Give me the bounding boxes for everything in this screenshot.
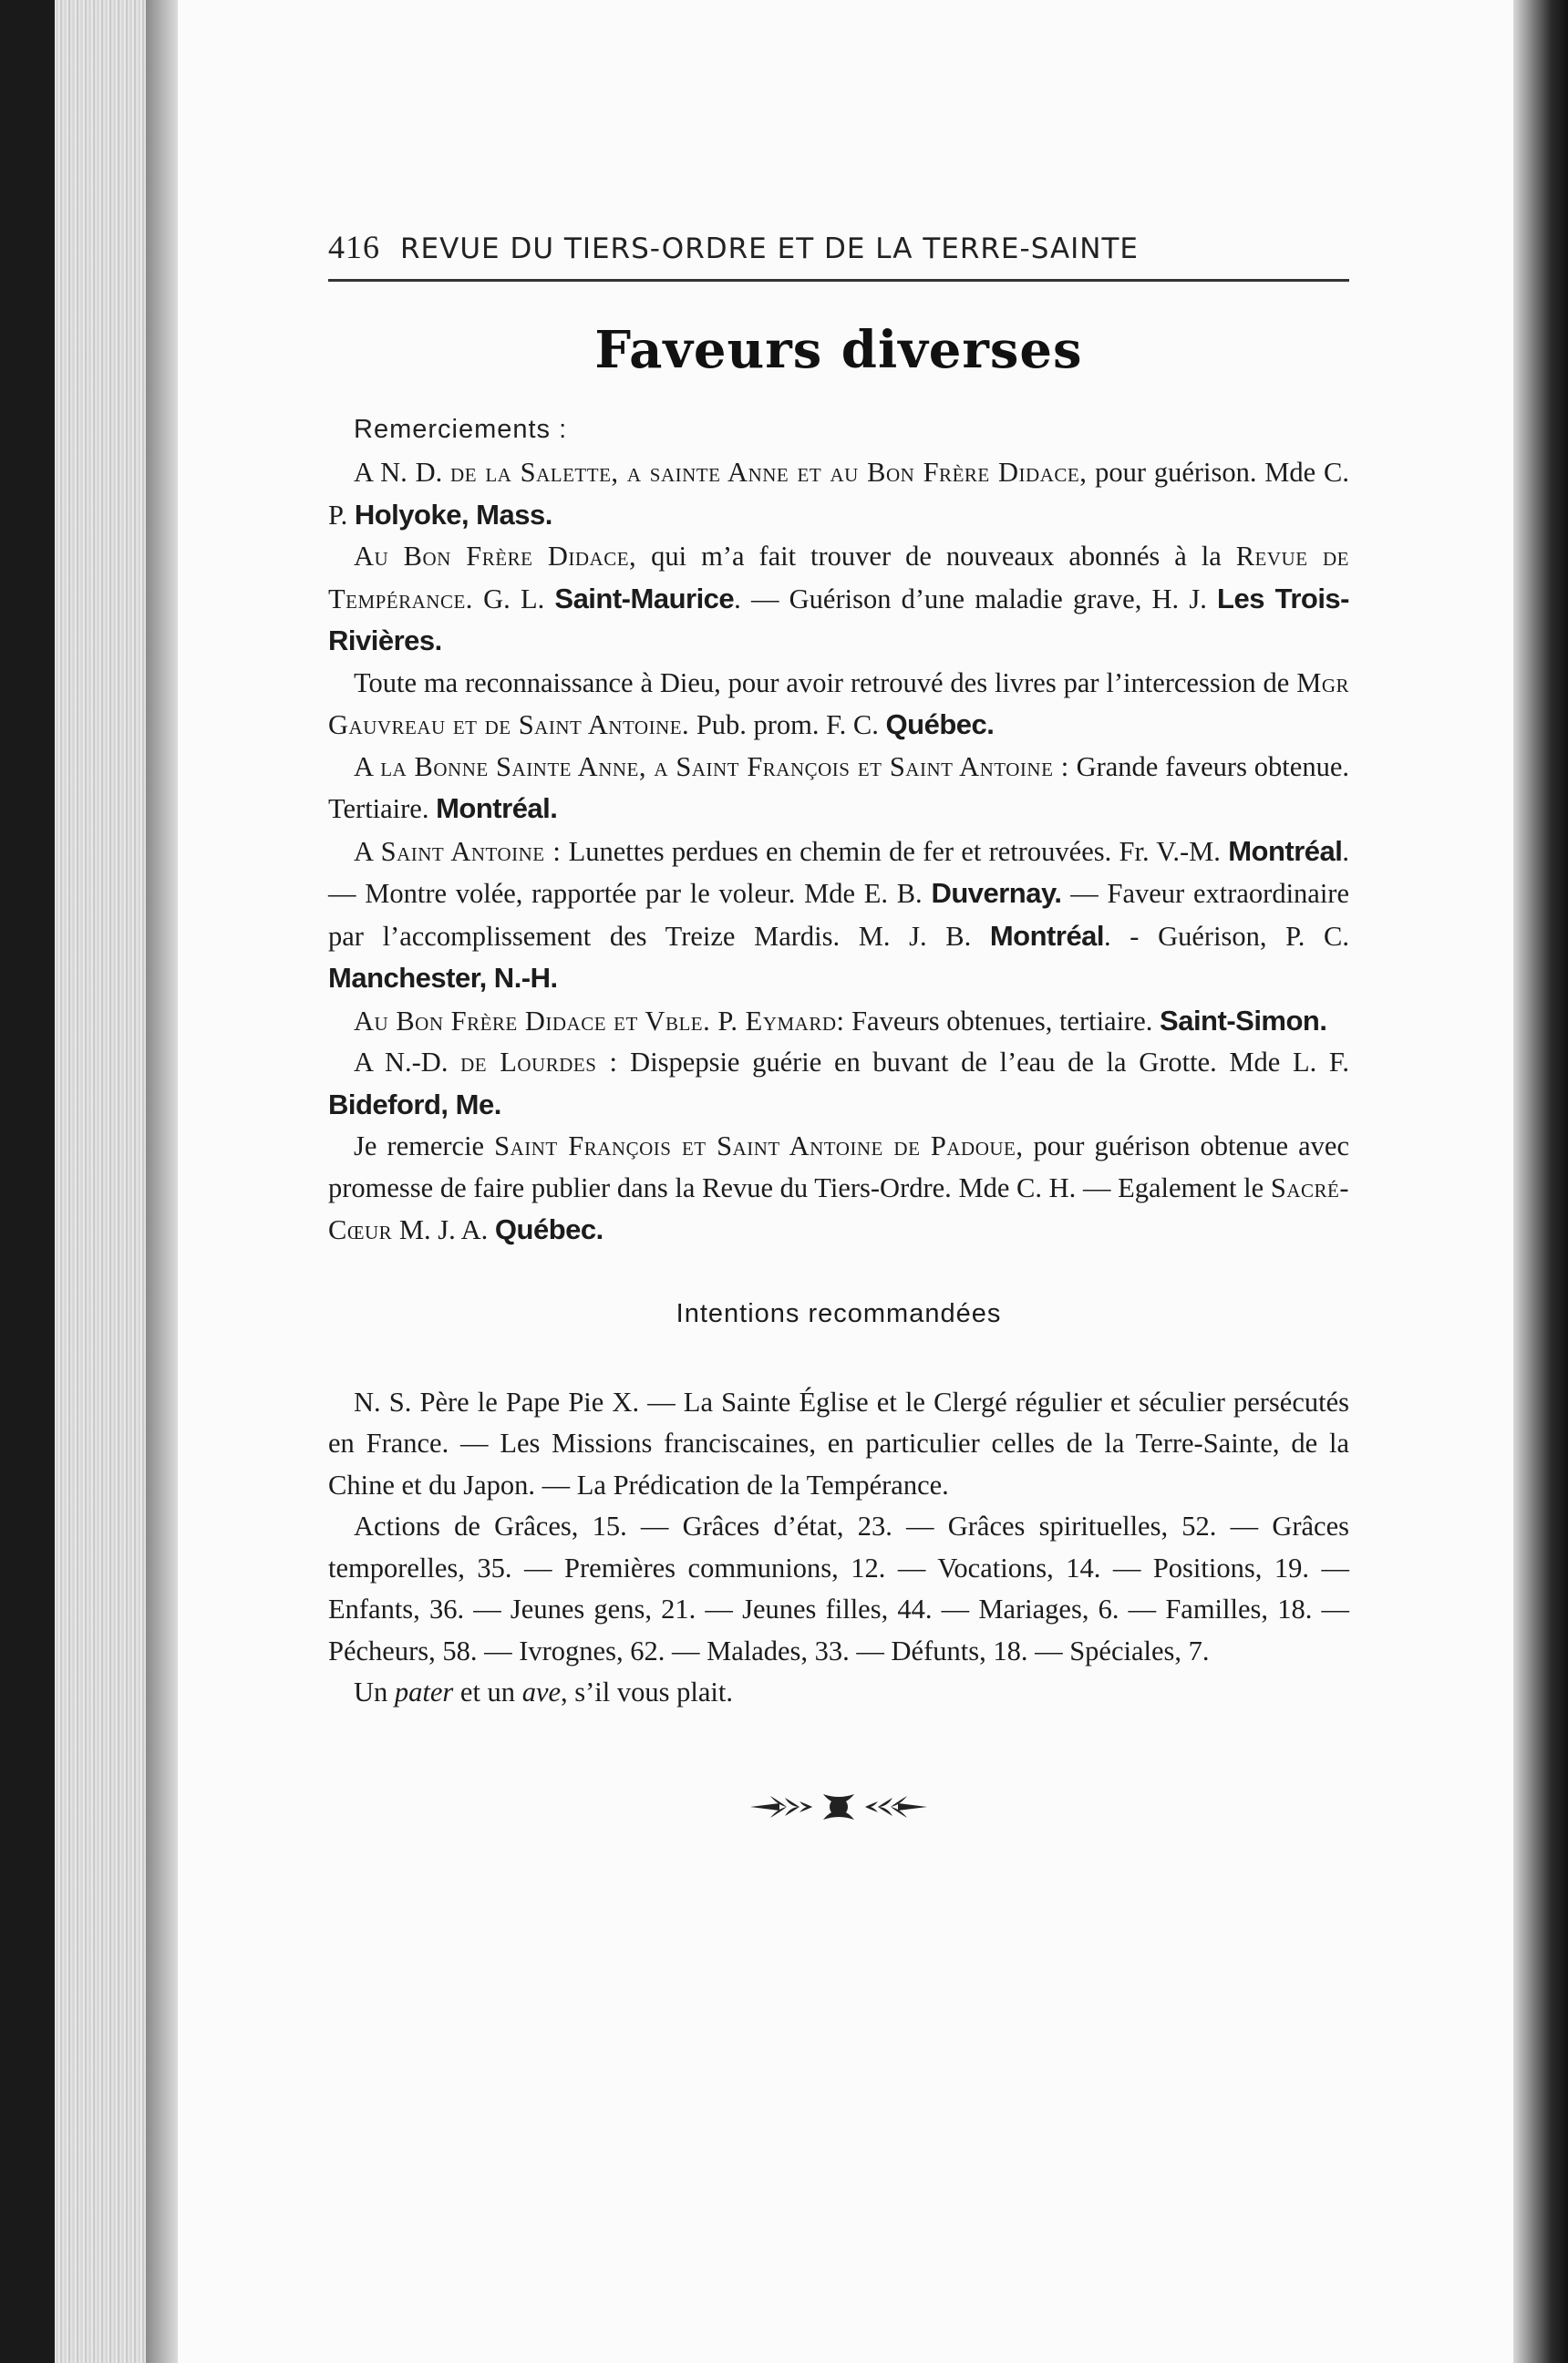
italic-text: pater bbox=[394, 1677, 454, 1708]
text-run: et un bbox=[453, 1677, 522, 1708]
place-name: Québec. bbox=[885, 708, 995, 740]
place-name: Saint-Simon. bbox=[1160, 1004, 1327, 1037]
small-caps-text: Au Bon Frère Didace, bbox=[354, 541, 637, 572]
paragraph bbox=[328, 663, 1349, 747]
small-caps-text: Mgr Gauvreau et de Saint Antoine. bbox=[328, 666, 1349, 740]
place-name: Montréal bbox=[989, 919, 1105, 952]
running-title: REVUE DU TIERS-ORDRE ET DE LA TERRE-SAINTE bbox=[400, 232, 1140, 265]
place-name: Saint-Maurice bbox=[554, 582, 735, 614]
paragraph bbox=[328, 1042, 1349, 1126]
small-caps-text: de Lourdes : bbox=[460, 1047, 618, 1078]
text-run: Actions de Grâces, 15. — Grâces d’état, 23. — Grâces spirituelles, 52. — Grâces temporelles, 35. — Premières communions, 12. — Vocations, 14. — Positions, 19. — Enfants, 36. — Jeunes gens, 21. — Jeunes filles, 44. — Mariages, 6. — Familles, 18. — Pécheurs, 58. — Ivrognes, 62. — Malades, 33. — Défunts, 18. — Spéciales, 7. bbox=[328, 1511, 1349, 1666]
text-run: Faveurs obtenues, tertiaire. bbox=[844, 1005, 1161, 1037]
faveurs-list bbox=[328, 452, 1349, 1252]
small-caps-text: A Saint Antoine : bbox=[354, 835, 562, 867]
paragraph bbox=[328, 1126, 1349, 1252]
text-run: . - Guérison, P. C. bbox=[1104, 920, 1349, 952]
paragraph bbox=[328, 1506, 1349, 1672]
text-run: N. S. Père le Pape Pie X. — La Sainte Église et le Clergé régulier et séculier persécutés en France. — Les Missions franciscaines, en particulier celles de la Terre-Sainte, de la Chine et du Japon. — La Prédication de la Tempérance. bbox=[328, 1386, 1349, 1501]
place-name: Duvernay. bbox=[931, 877, 1062, 909]
running-head bbox=[328, 228, 1349, 282]
place-name: Les Trois-Rivières. bbox=[328, 582, 1350, 656]
text-run: . — Montre volée, rapportée par le voleur. Mde E. B. bbox=[328, 835, 1350, 909]
text-run: Pub. prom. F. C. bbox=[689, 709, 886, 740]
small-caps-text: Sacré-Cœur bbox=[328, 1171, 1349, 1245]
small-caps-text: de la Salette, a sainte Anne et au Bon Frère Didace, bbox=[450, 457, 1088, 488]
small-caps-text: Au Bon Frère Didace et Vble. P. Eymard: bbox=[354, 1005, 845, 1037]
text-run: . — Guérison d’une maladie grave, H. J. bbox=[734, 583, 1218, 614]
text-run: G. L. bbox=[472, 583, 555, 614]
paragraph bbox=[328, 1000, 1349, 1043]
text-run: pour guérison obtenue avec promesse de faire publier dans la Revue du Tiers-Ordre. Mde C. H. — Egalement le bbox=[328, 1130, 1349, 1203]
place-name: Manchester, N.-H. bbox=[328, 962, 558, 994]
paragraph bbox=[328, 1672, 1349, 1714]
paragraph bbox=[328, 536, 1349, 663]
intentions-heading: Intentions recommandées bbox=[676, 1298, 1002, 1328]
text-run: , s’il vous plait. bbox=[561, 1677, 733, 1708]
page-content bbox=[328, 228, 1349, 1832]
text-run: Grande faveurs obtenue. Tertiaire. bbox=[328, 750, 1349, 824]
intentions-list bbox=[328, 1382, 1349, 1714]
small-caps-text: A la Bonne Sainte Anne, a Saint François et Saint Antoine : bbox=[354, 750, 1069, 782]
text-run: — Faveur extraordinaire par l’accomplissement des Treize Mardis. M. J. B. bbox=[328, 878, 1349, 952]
ornament bbox=[328, 1787, 1349, 1832]
paragraph bbox=[328, 452, 1349, 536]
text-run: Je remercie bbox=[354, 1130, 495, 1161]
text-run: Toute ma reconnaissance à Dieu, pour avoir retrouvé des livres par l’intercession de bbox=[354, 666, 1297, 698]
text-run: qui m’a fait trouver de nouveaux abonnés à la bbox=[636, 541, 1236, 572]
text-run: A N. D. bbox=[354, 457, 451, 488]
place-name: Bideford, Me. bbox=[328, 1088, 501, 1120]
text-run: Un bbox=[354, 1677, 395, 1708]
text-run: M. J. A. bbox=[392, 1214, 495, 1245]
small-caps-text: Saint François et Saint Antoine de Padoue, bbox=[494, 1130, 1024, 1161]
text-run: Lunettes perdues en chemin de fer et retrouvées. Fr. V.-M. bbox=[561, 835, 1229, 867]
paragraph bbox=[328, 831, 1349, 1000]
paragraph bbox=[328, 747, 1349, 831]
book-gutter bbox=[55, 0, 155, 2363]
text-run: A N.-D. bbox=[354, 1047, 461, 1078]
italic-text: ave bbox=[521, 1677, 562, 1708]
section-title: Faveurs diverses bbox=[594, 320, 1083, 380]
place-name: Montréal. bbox=[436, 792, 558, 824]
page-number: 416 bbox=[328, 229, 380, 265]
paragraph bbox=[328, 1382, 1349, 1507]
text-run: pour guérison. Mde C. P. bbox=[328, 457, 1349, 531]
text-run: Dispepsie guérie en buvant de l’eau de la Grotte. Mde L. F. bbox=[617, 1047, 1350, 1078]
small-caps-text: Revue de Tempérance. bbox=[328, 541, 1349, 614]
fleuron-ornament-icon bbox=[743, 1787, 934, 1827]
remerciements-heading: Remerciements : bbox=[354, 415, 568, 444]
right-page-edge bbox=[1513, 0, 1568, 2363]
place-name: Holyoke, Mass. bbox=[354, 498, 552, 531]
gutter-shadow bbox=[146, 0, 182, 2363]
place-name: Québec. bbox=[494, 1213, 603, 1245]
place-name: Montréal bbox=[1228, 834, 1343, 867]
